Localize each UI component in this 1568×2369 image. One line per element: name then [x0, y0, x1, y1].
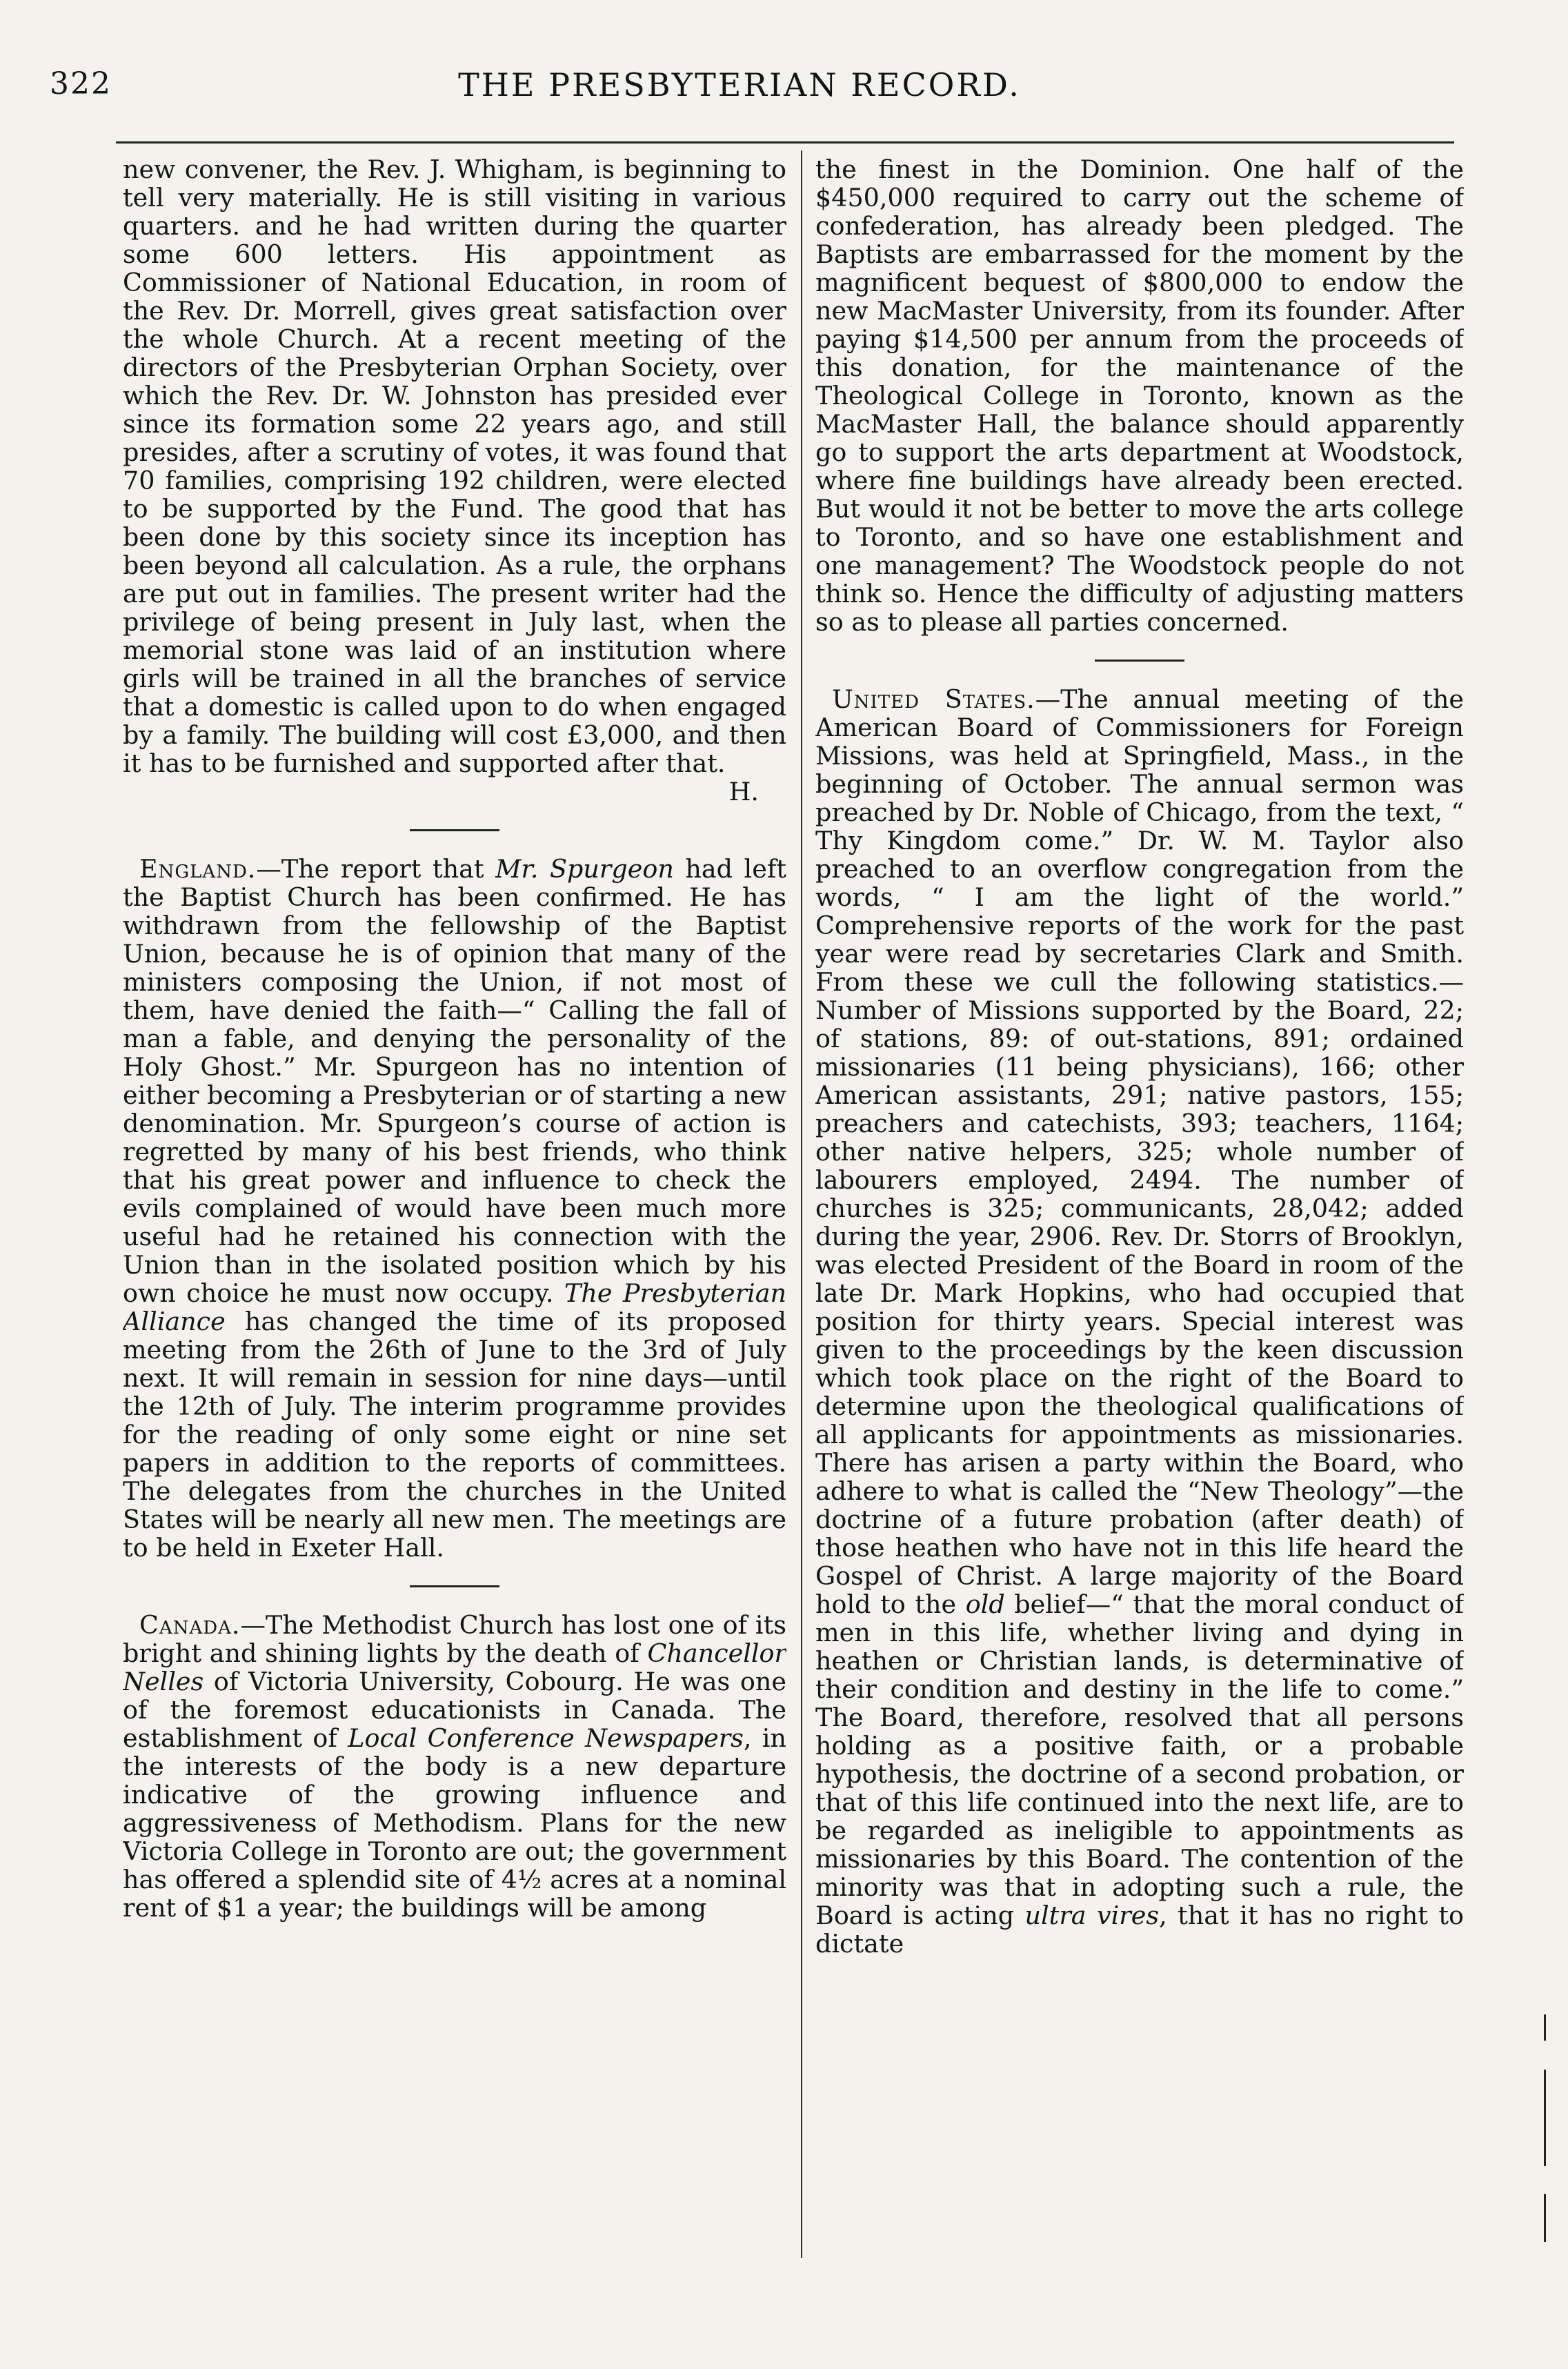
- page-number: 322: [50, 66, 112, 101]
- section-united-states: [815, 685, 1464, 1958]
- margin-mark: [1544, 2014, 1546, 2041]
- section-separator: [410, 829, 499, 831]
- united-states-paragraph: United States.—The annual meeting of the American Board of Commissioners for Foreign Missions, was held at Springfield, Mass., in the beginning of October. The annual sermon was preached by Dr. Noble of Chicago, from the text, “ Thy Kingdom come.” Dr. W. M. Taylor also preached to an overflow congregation from the words, “ I am the light of the world.” Comprehensive reports of the work for the past year were read by secretaries Clark and Smith. From these we cull the following statistics.—Number of Missions supported by the Board, 22; of stations, 89: of out-stations, 891; ordained missionaries (11 being physicians), 166; other American assistants, 291; native pastors, 155; preachers and catechists, 393; teachers, 1164; other native helpers, 325; whole number of labourers employed, 2494. The number of churches is 325; communicants, 28,042; added during the year, 2906. Rev. Dr. Storrs of Brooklyn, was elected President of the Board in room of the late Dr. Mark Hopkins, who had occupied that position for thirty years. Special interest was given to the proceedings by the keen discussion which took place on the right of the Board to determine upon the theological qualifications of all applicants for appointments as missionaries. There has arisen a party within the Board, who adhere to what is called the “New Theology”—the doctrine of a future probation (after death) of those heathen who have not in this life heard the Gospel of Christ. A large majority of the Board hold to the old belief—“ that the moral conduct of men in this life, whether living and dying in heathen or Christian lands, is determinative of their condition and destiny in the life to come.” The Board, therefore, resolved that all persons holding as a positive faith, or a probable hypothesis, the doctrine of a second probation, or that of this life continued into the next life, are to be regarded as ineligible to appointments as missionaries by this Board. The contention of the minority was that in adopting such a rule, the Board is acting ultra vires, that it has no right to dictate: [815, 684, 1464, 1959]
- section-canada: [123, 1611, 786, 1922]
- column-divider: [801, 150, 802, 2258]
- section-heading: England.: [139, 854, 257, 884]
- header-rule: [116, 141, 1454, 143]
- section-heading: Canada.: [139, 1610, 241, 1640]
- margin-mark: [1544, 2194, 1546, 2242]
- section-separator: [1095, 660, 1184, 662]
- england-paragraph: England.—The report that Mr. Spurgeon had left the Baptist Church has been confirmed. He has withdrawn from the fellowship of the Baptist Union, because he is of opinion that many of the ministers composing the Union, if not most of them, have denied the faith—“ Calling the fall of man a fable, and denying the personality of the Holy Ghost.” Mr. Spurgeon has no intention of either becoming a Presbyterian or of starting a new denomination. Mr. Spurgeon’s course of action is regretted by many of his best friends, who think that his great power and influence to check the evils complained of would have been much more useful had he retained his connection with the Union than in the isolated position which by his own choice he must now occupy. The Presbyterian Alliance has changed the time of its proposed meeting from the 26th of June to the 3rd of July next. It will remain in session for nine days—until the 12th of July. The interim programme provides for the reading of only some eight or nine set papers in addition to the reports of committees. The delegates from the churches in the United States will be nearly all new men. The meetings are to be held in Exeter Hall.: [123, 854, 786, 1563]
- section-england: [123, 855, 786, 1562]
- section-separator: [410, 1585, 499, 1587]
- right-column: [815, 155, 1464, 2266]
- left-column: [123, 155, 786, 2266]
- section-heading: United States.: [832, 684, 1035, 714]
- page-header: [50, 66, 1429, 115]
- continued-paragraph: new convener, the Rev. J. Whigham, is beginning to tell very materially. He is still visiting in various quarters. and he had written during the quarter some 600 letters. His appointment as Commissioner of National Education, in room of the Rev. Dr. Morrell, gives great satisfaction over the whole Church. At a recent meeting of the directors of the Presbyterian Orphan Society, over which the Rev. Dr. W. Johnston has presided ever since its formation some 22 years ago, and still presides, after a scrutiny of votes, it was found that 70 families, comprising 192 children, were elected to be supported by the Fund. The good that has been done by this society since its inception has been beyond all calculation. As a rule, the orphans are put out in families. The present writer had the privilege of being present in July last, when the memorial stone was laid of an institution where girls will be trained in all the branches of service that a domestic is called upon to do when engaged by a family. The building will cost £3,000, and then it has to be furnished and supported after that.: [123, 155, 786, 778]
- signature: H.: [728, 777, 759, 806]
- margin-mark: [1544, 2070, 1546, 2166]
- canada-paragraph: Canada.—The Methodist Church has lost one of its bright and shining lights by the death of Chancellor Nelles of Victoria University, Cobourg. He was one of the foremost educationists in Canada. The establishment of Local Conference Newspapers, in the interests of the body is a new departure indicative of the growing influence and aggressiveness of Methodism. Plans for the new Victoria College in Toronto are out; the government has offered a splendid site of 4½ acres at a nominal rent of $1 a year; the buildings will be among: [123, 1610, 786, 1923]
- running-title: THE PRESBYTERIAN RECORD.: [458, 66, 1021, 103]
- continued-paragraph: the finest in the Dominion. One half of the $450,000 required to carry out the scheme of confederation, has already been pledged. The Baptists are embarrassed for the moment by the magnificent bequest of $800,000 to endow the new MacMaster University, from its founder. After paying $14,500 per annum from the proceeds of this donation, for the maintenance of the Theological College in Toronto, known as the MacMaster Hall, the balance should apparently go to support the arts department at Woodstock, where fine buildings have already been erected. But would it not be better to move the arts college to Toronto, and so have one establishment and one management? The Woodstock people do not think so. Hence the difficulty of adjusting matters so as to please all parties concerned.: [815, 155, 1464, 637]
